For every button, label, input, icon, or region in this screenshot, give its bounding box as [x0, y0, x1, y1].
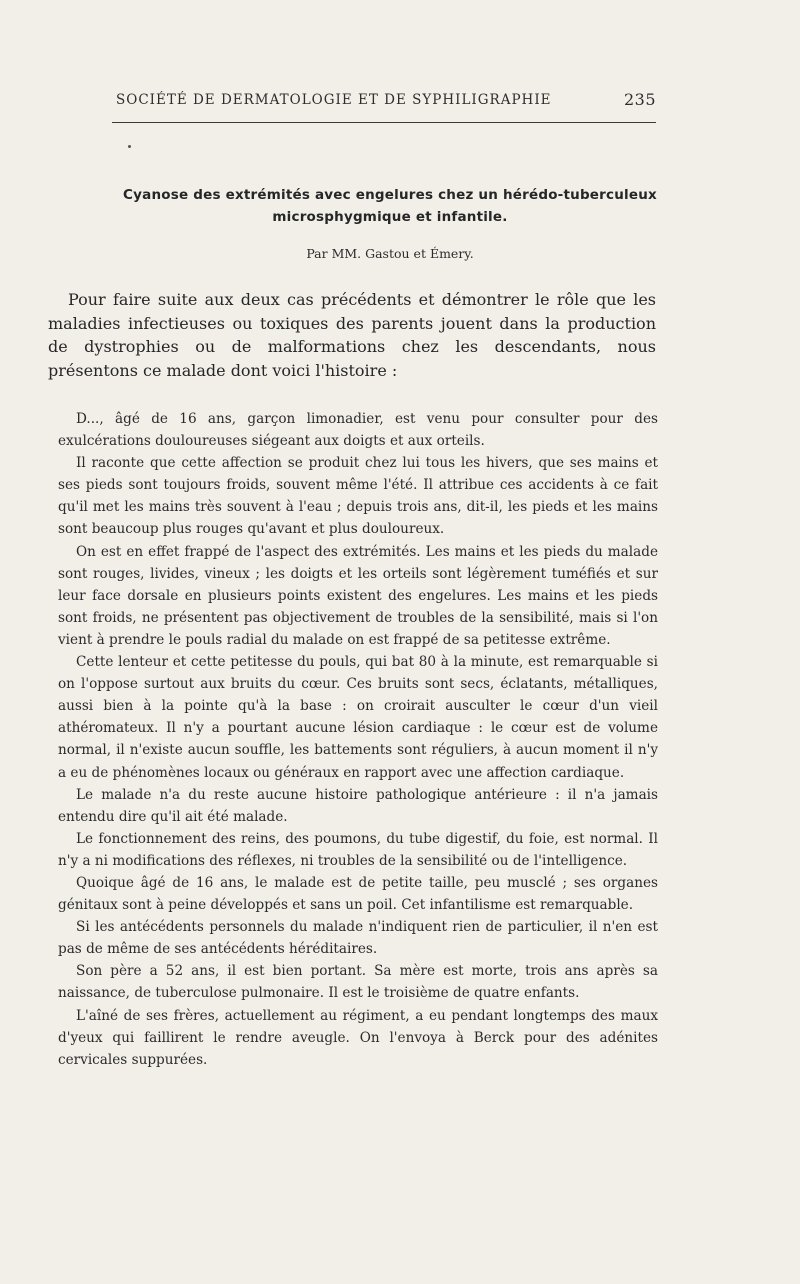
- paragraph-7: Quoique âgé de 16 ans, le malade est de petite taille, peu musclé ; ses organes génitaux sont à peine développés et sans un poil. Cet infantilisme est remarquable.: [58, 874, 658, 914]
- paragraph-5: Le malade n'a du reste aucune histoire pathologique antérieure : il n'a jamais entendu dire qu'il ait été malade.: [58, 786, 658, 825]
- article-body: [58, 408, 658, 1071]
- paragraph-4: Cette lenteur et cette petitesse du pouls, qui bat 80 à la minute, est remarquable si on l'oppose surtout aux bruits du cœur. Ces bruits sont secs, éclatants, métalliques, aussi bien à la pointe qu'à la base : on croirait ausculter le cœur d'un vieil athéromateux. Il n'y a pourtant aucune lésion cardiaque : le cœur est de volume normal, il n'existe aucun souffle, les battements sont réguliers, à aucun moment il n'y a eu de phénomènes locaux ou généraux en rapport avec une affection cardiaque.: [58, 654, 658, 781]
- running-head-title: SOCIÉTÉ DE DERMATOLOGIE ET DE SYPHILIGRAPHIE: [116, 92, 552, 108]
- paragraph-1: D..., âgé de 16 ans, garçon limonadier, est venu pour consulter pour des exulcérations douloureuses siégeant aux doigts et aux orteils.: [58, 411, 658, 450]
- intro-paragraph: [48, 288, 656, 382]
- paragraph-8: Si les antécédents personnels du malade n'indiquent rien de particulier, il n'en est pas de même de ses antécédents héréditaires.: [58, 919, 658, 958]
- article-byline: Par MM. Gastou et Émery.: [306, 246, 474, 261]
- running-head: [116, 90, 656, 112]
- paragraph-9: Son père a 52 ans, il est bien portant. Sa mère est morte, trois ans après sa naissance, de tuberculose pulmonaire. Il est le troisième de quatre enfants.: [58, 963, 658, 1002]
- article-title: Cyanose des extrémités avec engelures chez un hérédo-tuberculeux microsphygmique et infantile.: [123, 187, 657, 225]
- paragraph-2: Il raconte que cette affection se produit chez lui tous les hivers, que ses mains et ses pieds sont toujours froids, souvent même l'été. Il attribue ces accidents à ce fait qu'il met les mains très souvent à l'eau ; depuis trois ans, dit-il, les pieds et les mains sont beaucoup plus rouges qu'avant et plus douloureux.: [58, 455, 658, 538]
- paragraph-6: Le fonctionnement des reins, des poumons, du tube digestif, du foie, est normal. Il n'y a ni modifications des réflexes, ni troubles de la sensibilité ou de l'intelligence.: [58, 830, 658, 869]
- page-number: 235: [623, 90, 656, 109]
- paragraph-3: On est en effet frappé de l'aspect des extrémités. Les mains et les pieds du malade sont rouges, livides, vineux ; les doigts et les orteils sont légèrement tuméfiés et sur leur face dorsale en plusieurs points existent des engelures. Les mains et les pieds sont froids, ne présentent pas objectivement de troubles de la sensibilité, mais si l'on vient à prendre le pouls radial du malade on est frappé de sa petitesse extrême.: [58, 543, 658, 648]
- ink-dot: [128, 145, 131, 148]
- header-rule: [112, 122, 656, 123]
- intro-text: Pour faire suite aux deux cas précédents et démontrer le rôle que les maladies infectieuses ou toxiques des parents jouent dans la production de dystrophies ou de malformations chez les descendants, nous présentons ce malade dont voici l'histoire :: [48, 290, 656, 380]
- paragraph-10: L'aîné de ses frères, actuellement au régiment, a eu pendant longtemps des maux d'yeux qui faillirent le rendre aveugle. On l'envoya à Berck pour des adénites cervicales suppurées.: [58, 1007, 658, 1068]
